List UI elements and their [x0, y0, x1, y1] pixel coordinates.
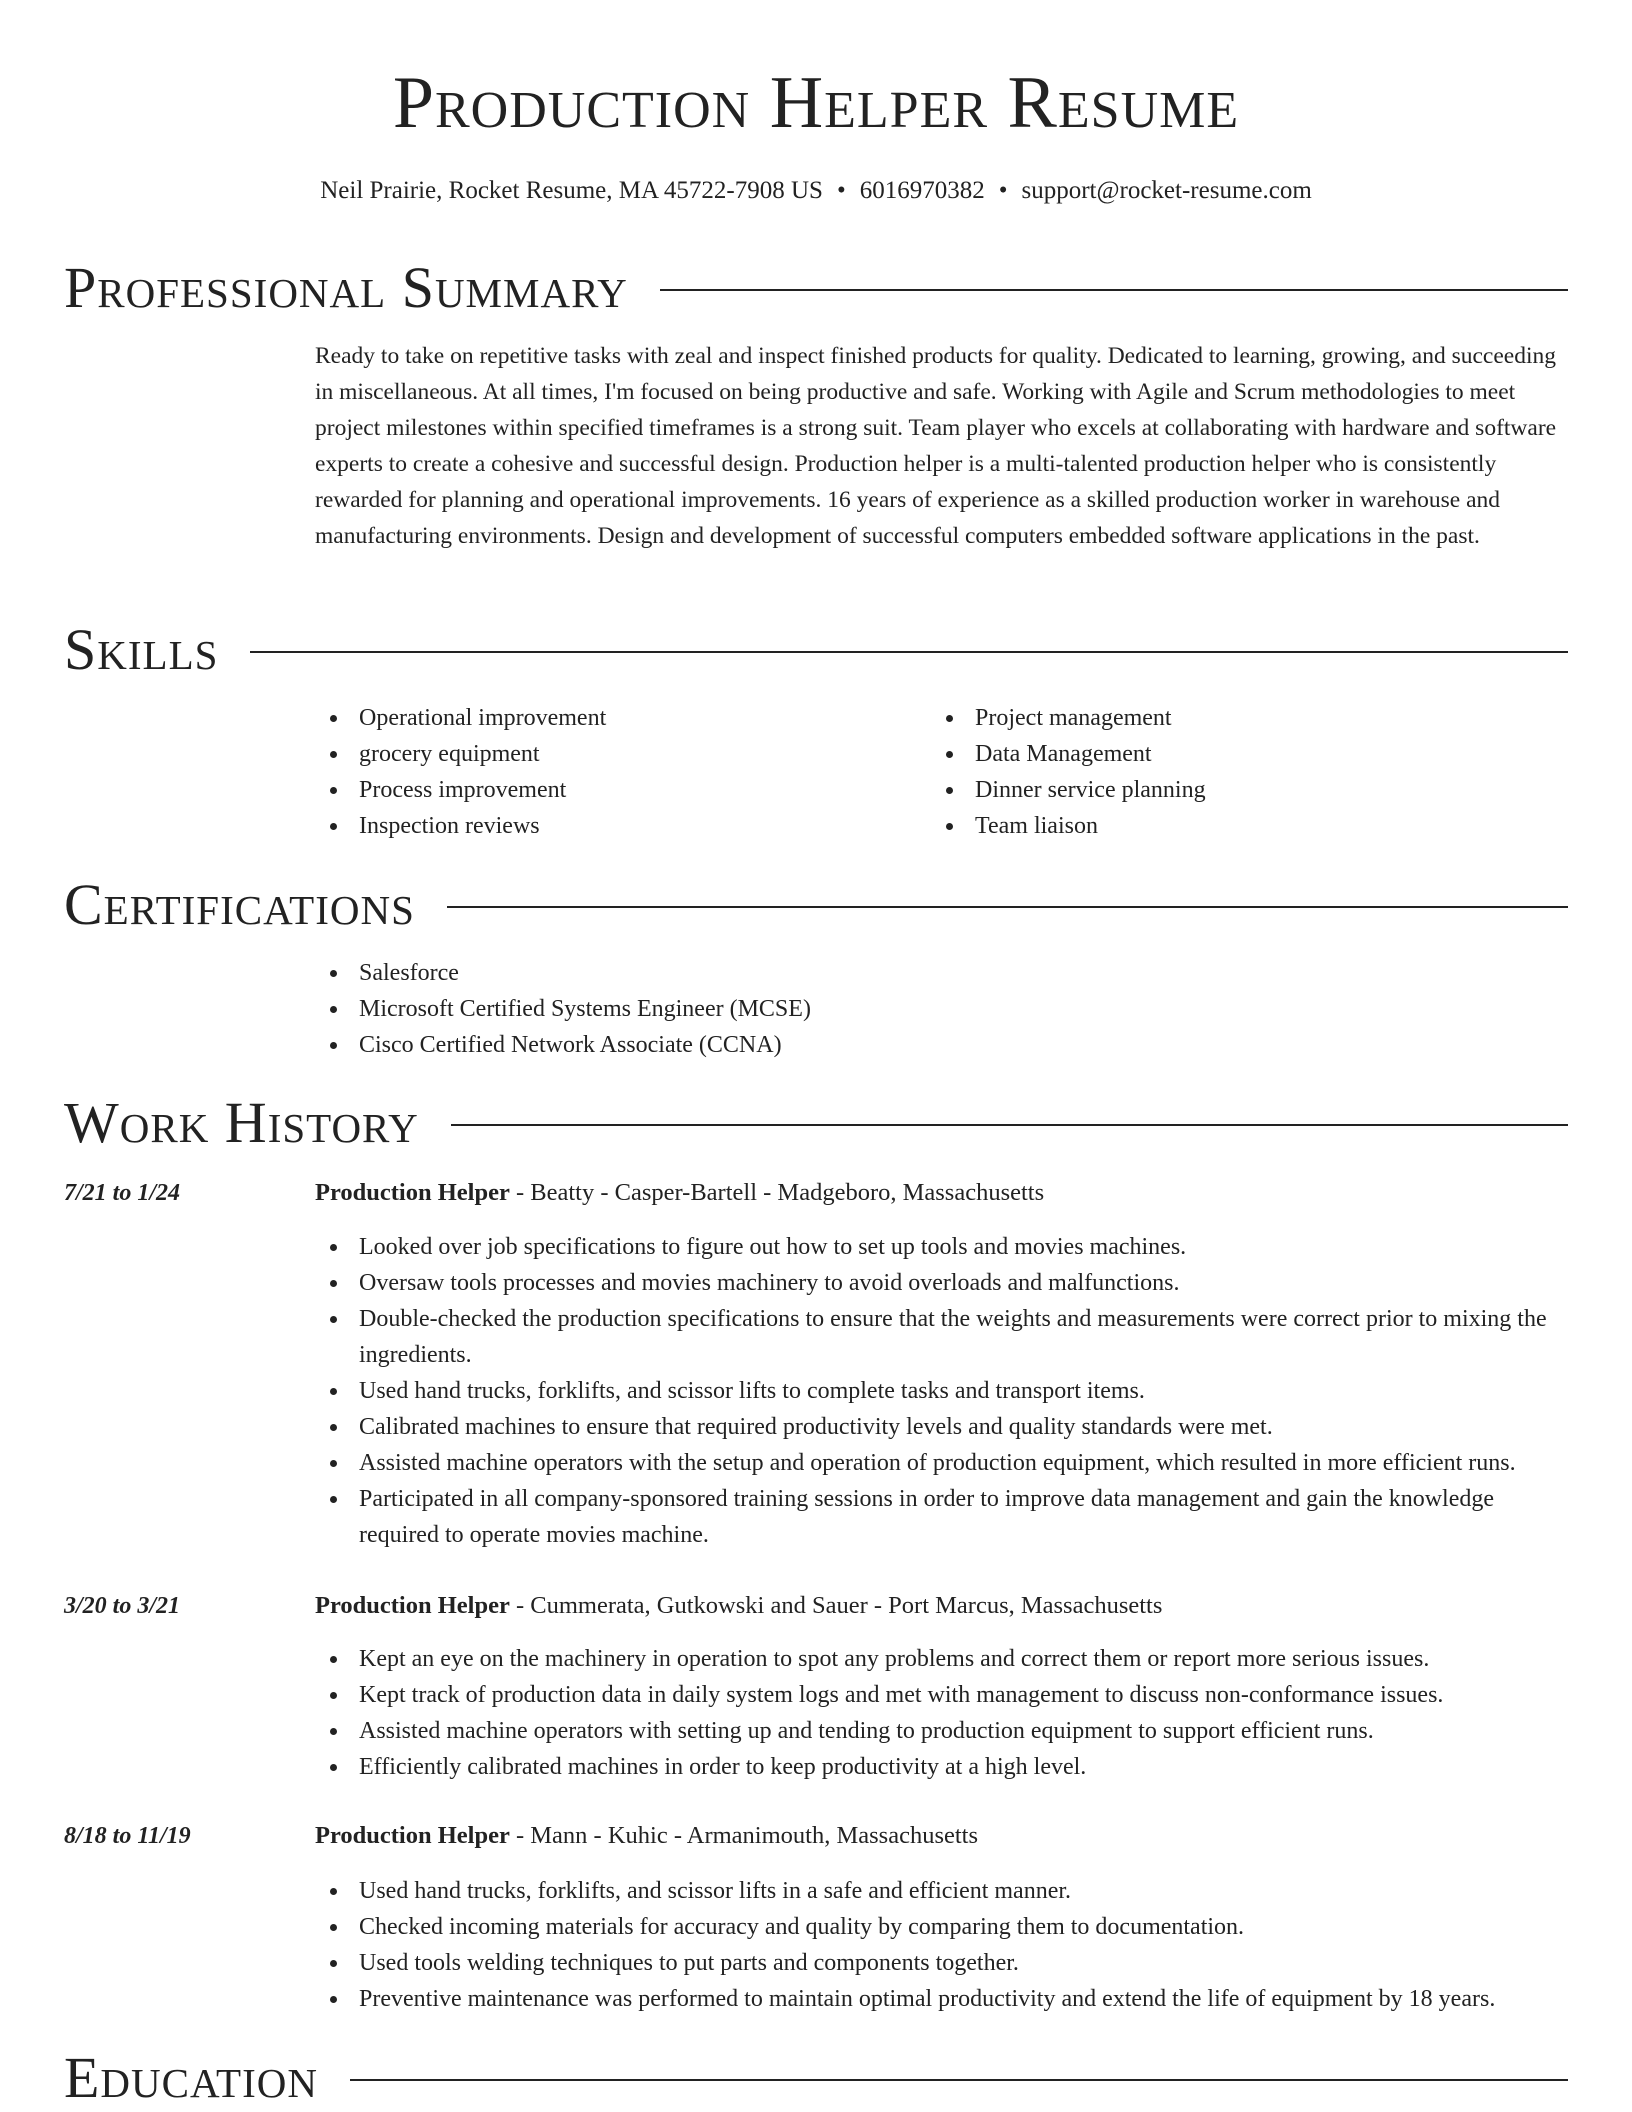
job-heading	[315, 1818, 978, 1854]
certification-item: Salesforce	[315, 955, 1570, 991]
section-divider	[660, 289, 1568, 291]
skills-heading: Skills	[64, 617, 219, 682]
job-duty-item: Assisted machine operators with setting up and tending to production equipment to support efficient runs.	[315, 1713, 1570, 1749]
contact-email: support@rocket-resume.com	[1021, 177, 1312, 204]
job-duty-item: Kept track of production data in daily system logs and met with management to discuss non-conformance issues.	[315, 1677, 1570, 1713]
certification-item: Microsoft Certified Systems Engineer (MCSE)	[315, 991, 1570, 1027]
section-divider	[350, 2079, 1568, 2081]
skill-item: Team liaison	[931, 808, 1531, 844]
skill-item: Operational improvement	[315, 700, 915, 736]
skills-list-left	[315, 700, 915, 844]
job-duty-item: Participated in all company-sponsored training sessions in order to improve data management and gain the knowledge required to operate movies machine.	[315, 1481, 1570, 1553]
job-employer-location: - Mann - Kuhic - Armanimouth, Massachusetts	[509, 1822, 979, 1849]
job-title: Production Helper	[315, 1592, 510, 1619]
work-history-heading: Work History	[64, 1090, 419, 1155]
job-heading	[315, 1175, 1044, 1211]
job-duty-item: Used tools welding techniques to put parts and components together.	[315, 1945, 1570, 1981]
job-dates: 7/21 to 1/24	[64, 1180, 181, 1206]
job-duty-item: Checked incoming materials for accuracy and quality by comparing them to documentation.	[315, 1909, 1570, 1945]
contact-separator: •	[998, 177, 1008, 204]
section-divider	[447, 906, 1568, 908]
job-duty-item: Kept an eye on the machinery in operation to spot any problems and correct them or report more serious issues.	[315, 1641, 1570, 1677]
page-title: Production Helper Resume	[392, 62, 1240, 144]
job-title: Production Helper	[315, 1822, 510, 1849]
job-duty-item: Used hand trucks, forklifts, and scissor lifts to complete tasks and transport items.	[315, 1373, 1570, 1409]
job-duties-list	[315, 1229, 1570, 1553]
job-duty-item: Efficiently calibrated machines in order to keep productivity at a high level.	[315, 1749, 1570, 1785]
section-divider	[250, 651, 1568, 653]
skill-item: Inspection reviews	[315, 808, 915, 844]
education-heading: Education	[64, 2045, 318, 2110]
job-duty-item: Preventive maintenance was performed to maintain optimal productivity and extend the life of equipment by 18 years.	[315, 1981, 1570, 2017]
summary-heading: Professional Summary	[64, 255, 628, 320]
certification-item: Cisco Certified Network Associate (CCNA)	[315, 1027, 1570, 1063]
job-employer-location: - Beatty - Casper-Bartell - Madgeboro, Massachusetts	[509, 1179, 1045, 1206]
job-duty-item: Assisted machine operators with the setup and operation of production equipment, which resulted in more efficient runs.	[315, 1445, 1570, 1481]
job-duties-list	[315, 1641, 1570, 1785]
contact-line	[0, 174, 1632, 208]
contact-phone: 6016970382	[859, 177, 985, 204]
certifications-section-heading	[64, 873, 1568, 937]
section-divider	[451, 1124, 1568, 1126]
education-section-heading	[64, 2046, 1568, 2110]
contact-address: Neil Prairie, Rocket Resume, MA 45722-7908 US	[320, 177, 823, 204]
job-employer-location: - Cummerata, Gutkowski and Sauer - Port Marcus, Massachusetts	[509, 1592, 1163, 1619]
summary-text: Ready to take on repetitive tasks with zeal and inspect finished products for quality. Dedicated to learning, growing, and succeeding in miscellaneous. At all times, I'm focused on being productive and safe. Working with Agile and Scrum methodologies to meet project milestones within specified timeframes is a strong suit. Team player who excels at collaborating with hardware and software experts to create a cohesive and successful design. Production helper is a multi-talented production helper who is consistently rewarded for planning and operational improvements. 16 years of experience as a skilled production worker in warehouse and manufacturing environments. Design and development of successful computers embedded software applications in the past.	[315, 343, 1557, 549]
job-dates: 3/20 to 3/21	[64, 1593, 181, 1619]
job-heading	[315, 1588, 1162, 1624]
skills-list-right	[931, 700, 1531, 844]
job-duty-item: Calibrated machines to ensure that required productivity levels and quality standards were met.	[315, 1409, 1570, 1445]
skills-section-heading	[64, 618, 1568, 682]
job-duty-item: Used hand trucks, forklifts, and scissor lifts in a safe and efficient manner.	[315, 1873, 1570, 1909]
certifications-heading: Certifications	[64, 872, 415, 937]
skill-item: grocery equipment	[315, 736, 915, 772]
contact-separator: •	[836, 177, 846, 204]
skill-item: Process improvement	[315, 772, 915, 808]
job-duty-item: Looked over job specifications to figure out how to set up tools and movies machines.	[315, 1229, 1570, 1265]
skill-item: Dinner service planning	[931, 772, 1531, 808]
job-dates: 8/18 to 11/19	[64, 1823, 191, 1849]
job-title: Production Helper	[315, 1179, 510, 1206]
job-duty-item: Double-checked the production specifications to ensure that the weights and measurements were correct prior to mixing the ingredients.	[315, 1301, 1570, 1373]
skill-item: Data Management	[931, 736, 1531, 772]
summary-section-heading	[64, 256, 1568, 320]
work-history-section-heading	[64, 1091, 1568, 1155]
certifications-list	[315, 955, 1570, 1063]
skill-item: Project management	[931, 700, 1531, 736]
job-duty-item: Oversaw tools processes and movies machinery to avoid overloads and malfunctions.	[315, 1265, 1570, 1301]
job-duties-list	[315, 1873, 1570, 2017]
